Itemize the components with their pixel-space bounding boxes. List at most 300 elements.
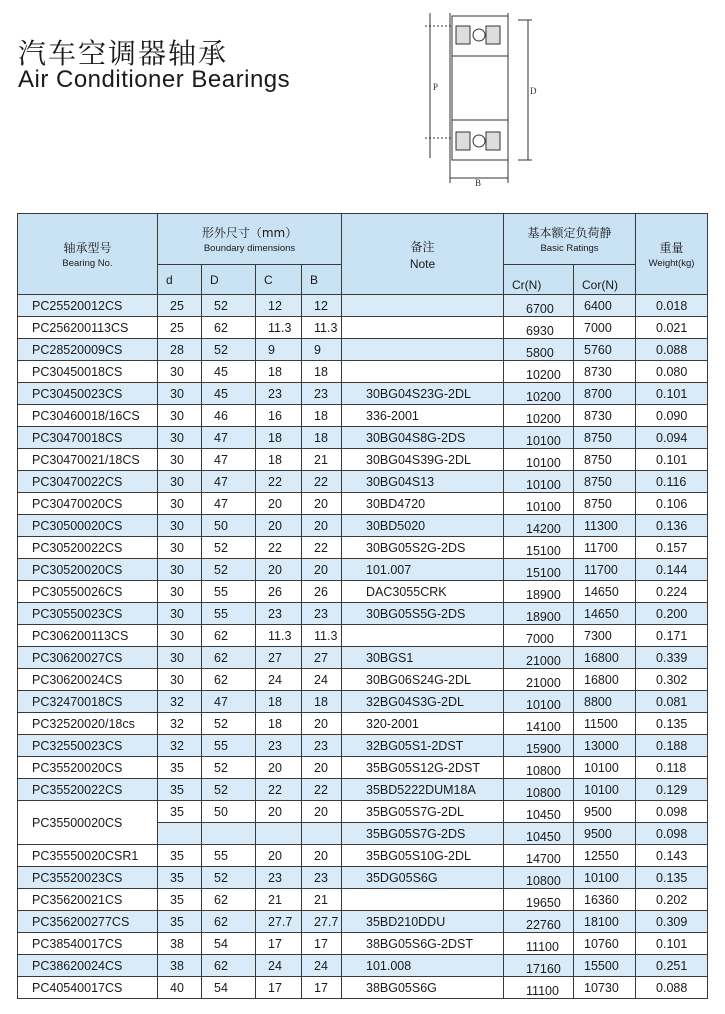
cell-cor: 8730 <box>574 361 636 383</box>
cell-cr: 14200 <box>504 515 574 537</box>
cell-d: 30 <box>158 361 202 383</box>
cell-c: 20 <box>256 493 302 515</box>
cell-note: 30BD5020 <box>342 515 504 537</box>
cell-outer-d: 54 <box>202 977 256 999</box>
cell-cr: 14100 <box>504 713 574 735</box>
cell-cr: 11100 <box>504 977 574 999</box>
cell-bearing-no: PC35520022CS <box>18 779 158 801</box>
cell-bearing-no: PC30550026CS <box>18 581 158 603</box>
cell-bearing-no: PC306200113CS <box>18 625 158 647</box>
cell-d: 30 <box>158 625 202 647</box>
cell-weight: 0.136 <box>636 515 708 537</box>
cell-weight: 0.098 <box>636 823 708 845</box>
cell-outer-d: 52 <box>202 779 256 801</box>
cell-b: 20 <box>302 713 342 735</box>
header-dimensions: 形外尺寸（mm） Boundary dimensions <box>158 214 342 265</box>
cell-note <box>342 295 504 317</box>
cell-b: 18 <box>302 361 342 383</box>
cell-d: 35 <box>158 867 202 889</box>
cell-c: 20 <box>256 845 302 867</box>
cell-b: 22 <box>302 779 342 801</box>
cell-cr: 15100 <box>504 537 574 559</box>
cell-cr: 6930 <box>504 317 574 339</box>
cell-cor: 11300 <box>574 515 636 537</box>
cell-c: 20 <box>256 757 302 779</box>
cell-cr: 15900 <box>504 735 574 757</box>
table-row <box>18 977 708 999</box>
cell-c: 23 <box>256 383 302 405</box>
cell-c: 17 <box>256 933 302 955</box>
cell-note: 30BGS1 <box>342 647 504 669</box>
cell-cor: 8730 <box>574 405 636 427</box>
cell-weight: 0.171 <box>636 625 708 647</box>
diagram-label-b: B <box>475 178 482 188</box>
bearing-table <box>17 213 708 999</box>
cell-b: 18 <box>302 405 342 427</box>
cell-cr: 21000 <box>504 669 574 691</box>
cell-note: 320-2001 <box>342 713 504 735</box>
cell-weight: 0.135 <box>636 867 708 889</box>
cell-d: 35 <box>158 889 202 911</box>
cell-c <box>256 823 302 845</box>
bearing-cross-section-diagram <box>420 8 540 188</box>
cell-b: 20 <box>302 757 342 779</box>
cell-b: 17 <box>302 933 342 955</box>
cell-bearing-no: PC356200277CS <box>18 911 158 933</box>
cell-weight: 0.081 <box>636 691 708 713</box>
cell-cor: 10100 <box>574 757 636 779</box>
cell-note: DAC3055CRK <box>342 581 504 603</box>
cell-outer-d: 52 <box>202 339 256 361</box>
cell-cor: 12550 <box>574 845 636 867</box>
cell-d: 30 <box>158 405 202 427</box>
cell-cor: 8750 <box>574 493 636 515</box>
cell-outer-d: 46 <box>202 405 256 427</box>
cell-weight: 0.143 <box>636 845 708 867</box>
cell-weight: 0.202 <box>636 889 708 911</box>
cell-weight: 0.080 <box>636 361 708 383</box>
cell-note: 30BG06S24G-2DL <box>342 669 504 691</box>
cell-cr: 10200 <box>504 405 574 427</box>
cell-outer-d: 50 <box>202 515 256 537</box>
cell-weight: 0.129 <box>636 779 708 801</box>
cell-d: 30 <box>158 449 202 471</box>
cell-bearing-no: PC30620024CS <box>18 669 158 691</box>
cell-weight: 0.098 <box>636 801 708 823</box>
cell-bearing-no: PC30470022CS <box>18 471 158 493</box>
cell-weight: 0.118 <box>636 757 708 779</box>
cell-cr: 11100 <box>504 933 574 955</box>
table-row <box>18 427 708 449</box>
table-row <box>18 845 708 867</box>
cell-cor: 8750 <box>574 427 636 449</box>
cell-b: 23 <box>302 383 342 405</box>
cell-outer-d: 47 <box>202 471 256 493</box>
cell-cor: 8750 <box>574 449 636 471</box>
table-row <box>18 581 708 603</box>
cell-c: 18 <box>256 691 302 713</box>
cell-weight: 0.135 <box>636 713 708 735</box>
cell-d: 35 <box>158 779 202 801</box>
page-title-chinese: 汽车空调器轴承 <box>18 37 229 70</box>
cell-cr: 10100 <box>504 691 574 713</box>
cell-note: 35BG05S7G-2DS <box>342 823 504 845</box>
cell-note <box>342 339 504 361</box>
cell-cr: 15100 <box>504 559 574 581</box>
cell-c: 22 <box>256 537 302 559</box>
cell-b: 27.7 <box>302 911 342 933</box>
cell-note: 35BG05S7G-2DL <box>342 801 504 823</box>
cell-d: 28 <box>158 339 202 361</box>
cell-cor: 8800 <box>574 691 636 713</box>
cell-outer-d: 62 <box>202 317 256 339</box>
header-note: 备注 Note <box>342 214 504 295</box>
cell-outer-d: 55 <box>202 581 256 603</box>
cell-bearing-no: PC30470018CS <box>18 427 158 449</box>
cell-bearing-no: PC30520020CS <box>18 559 158 581</box>
cell-cr: 10100 <box>504 427 574 449</box>
table-row <box>18 537 708 559</box>
cell-weight: 0.309 <box>636 911 708 933</box>
cell-d: 25 <box>158 295 202 317</box>
cell-cr: 10200 <box>504 383 574 405</box>
cell-bearing-no: PC30460018/16CS <box>18 405 158 427</box>
cell-outer-d: 52 <box>202 713 256 735</box>
header-weight: 重量 Weight(kg) <box>636 214 708 295</box>
cell-outer-d: 47 <box>202 691 256 713</box>
cell-c: 24 <box>256 955 302 977</box>
cell-weight: 0.224 <box>636 581 708 603</box>
cell-d: 35 <box>158 801 202 823</box>
cell-b: 23 <box>302 603 342 625</box>
table-row <box>18 669 708 691</box>
header-d: d <box>158 265 202 295</box>
table-row <box>18 713 708 735</box>
cell-cr: 10100 <box>504 493 574 515</box>
cell-note: 30BG04S23G-2DL <box>342 383 504 405</box>
cell-d: 30 <box>158 515 202 537</box>
table-row <box>18 603 708 625</box>
cell-outer-d: 52 <box>202 757 256 779</box>
cell-bearing-no: PC32470018CS <box>18 691 158 713</box>
cell-c: 27.7 <box>256 911 302 933</box>
cell-bearing-no: PC30520022CS <box>18 537 158 559</box>
cell-outer-d: 52 <box>202 559 256 581</box>
cell-note: 38BG05S6G <box>342 977 504 999</box>
cell-bearing-no: PC30550023CS <box>18 603 158 625</box>
cell-b: 9 <box>302 339 342 361</box>
cell-note: 35BG05S12G-2DST <box>342 757 504 779</box>
table-row <box>18 339 708 361</box>
cell-weight: 0.101 <box>636 383 708 405</box>
cell-b: 26 <box>302 581 342 603</box>
cell-note <box>342 625 504 647</box>
table-row <box>18 493 708 515</box>
cell-outer-d: 62 <box>202 647 256 669</box>
cell-weight: 0.094 <box>636 427 708 449</box>
cell-bearing-no: PC32520020/18cs <box>18 713 158 735</box>
cell-weight: 0.116 <box>636 471 708 493</box>
table-row <box>18 779 708 801</box>
cell-weight: 0.088 <box>636 977 708 999</box>
header-b: B <box>302 265 342 295</box>
cell-b: 21 <box>302 449 342 471</box>
table-row <box>18 361 708 383</box>
cell-note: 30BG04S13 <box>342 471 504 493</box>
cell-note: 101.008 <box>342 955 504 977</box>
cell-d: 35 <box>158 911 202 933</box>
cell-b: 20 <box>302 493 342 515</box>
cell-bearing-no: PC35620021CS <box>18 889 158 911</box>
table-row <box>18 933 708 955</box>
table-row <box>18 295 708 317</box>
cell-b: 24 <box>302 955 342 977</box>
cell-outer-d: 55 <box>202 845 256 867</box>
cell-c: 12 <box>256 295 302 317</box>
cell-note <box>342 317 504 339</box>
cell-bearing-no: PC25520012CS <box>18 295 158 317</box>
cell-b: 17 <box>302 977 342 999</box>
header-basic-ratings: 基本额定负荷静 Basic Ratings <box>504 214 636 265</box>
cell-bearing-no: PC30470020CS <box>18 493 158 515</box>
table-row <box>18 625 708 647</box>
cell-bearing-no: PC30470021/18CS <box>18 449 158 471</box>
cell-bearing-no: PC35520020CS <box>18 757 158 779</box>
diagram-label-d: D <box>530 86 537 96</box>
cell-outer-d: 62 <box>202 625 256 647</box>
cell-c: 27 <box>256 647 302 669</box>
cell-bearing-no: PC40540017CS <box>18 977 158 999</box>
cell-bearing-no: PC30450018CS <box>18 361 158 383</box>
cell-b: 18 <box>302 691 342 713</box>
cell-weight: 0.101 <box>636 449 708 471</box>
cell-cor: 15500 <box>574 955 636 977</box>
cell-note: 30BG04S39G-2DL <box>342 449 504 471</box>
cell-cor: 10760 <box>574 933 636 955</box>
cell-note: 38BG05S6G-2DST <box>342 933 504 955</box>
cell-c: 18 <box>256 361 302 383</box>
cell-weight: 0.339 <box>636 647 708 669</box>
cell-c: 23 <box>256 735 302 757</box>
cell-d: 30 <box>158 383 202 405</box>
cell-b: 20 <box>302 845 342 867</box>
cell-cor: 9500 <box>574 823 636 845</box>
cell-cr: 10450 <box>504 823 574 845</box>
cell-outer-d: 47 <box>202 427 256 449</box>
cell-d: 32 <box>158 713 202 735</box>
cell-cor: 6400 <box>574 295 636 317</box>
table-row <box>18 955 708 977</box>
cell-b: 21 <box>302 889 342 911</box>
cell-bearing-no: PC28520009CS <box>18 339 158 361</box>
cell-b: 18 <box>302 427 342 449</box>
cell-cr: 19650 <box>504 889 574 911</box>
cell-c: 26 <box>256 581 302 603</box>
cell-c: 24 <box>256 669 302 691</box>
cell-c: 20 <box>256 515 302 537</box>
cell-cor: 11500 <box>574 713 636 735</box>
cell-c: 16 <box>256 405 302 427</box>
cell-note: 30BG05S5G-2DS <box>342 603 504 625</box>
cell-b: 20 <box>302 801 342 823</box>
cell-cor: 18100 <box>574 911 636 933</box>
cell-note: 35BG05S10G-2DL <box>342 845 504 867</box>
cell-b <box>302 823 342 845</box>
table-row <box>18 867 708 889</box>
cell-outer-d: 47 <box>202 449 256 471</box>
cell-c: 11.3 <box>256 317 302 339</box>
cell-cor: 10100 <box>574 779 636 801</box>
cell-d: 32 <box>158 735 202 757</box>
cell-note <box>342 361 504 383</box>
cell-d: 30 <box>158 493 202 515</box>
cell-d: 30 <box>158 581 202 603</box>
cell-d: 38 <box>158 933 202 955</box>
header-bearing-no: 轴承型号 Bearing No. <box>18 214 158 295</box>
cell-cor: 8700 <box>574 383 636 405</box>
cell-d: 30 <box>158 647 202 669</box>
cell-cr: 5800 <box>504 339 574 361</box>
cell-outer-d: 47 <box>202 493 256 515</box>
header-cr: Cr(N) <box>504 265 574 295</box>
cell-b: 12 <box>302 295 342 317</box>
cell-d: 30 <box>158 559 202 581</box>
cell-cor: 8750 <box>574 471 636 493</box>
cell-weight: 0.021 <box>636 317 708 339</box>
cell-outer-d <box>202 823 256 845</box>
cell-d: 40 <box>158 977 202 999</box>
cell-bearing-no: PC256200113CS <box>18 317 158 339</box>
cell-cor: 16800 <box>574 669 636 691</box>
cell-c: 17 <box>256 977 302 999</box>
cell-cr: 21000 <box>504 647 574 669</box>
cell-weight: 0.088 <box>636 339 708 361</box>
cell-bearing-no: PC30620027CS <box>18 647 158 669</box>
cell-cr: 10800 <box>504 867 574 889</box>
cell-note: 101.007 <box>342 559 504 581</box>
table-row <box>18 691 708 713</box>
table-row <box>18 889 708 911</box>
cell-outer-d: 62 <box>202 911 256 933</box>
cell-note: 32BG04S3G-2DL <box>342 691 504 713</box>
cell-b: 11.3 <box>302 625 342 647</box>
cell-c: 18 <box>256 427 302 449</box>
cell-outer-d: 52 <box>202 537 256 559</box>
cell-cr: 10800 <box>504 779 574 801</box>
cell-c: 22 <box>256 471 302 493</box>
cell-bearing-no: PC32550023CS <box>18 735 158 757</box>
cell-c: 23 <box>256 867 302 889</box>
cell-bearing-no: PC35500020CS <box>18 801 158 845</box>
cell-weight: 0.144 <box>636 559 708 581</box>
cell-bearing-no: PC38540017CS <box>18 933 158 955</box>
cell-cor: 7300 <box>574 625 636 647</box>
header-outer-d: D <box>202 265 256 295</box>
table-row <box>18 757 708 779</box>
cell-note: 32BG05S1-2DST <box>342 735 504 757</box>
cell-d: 30 <box>158 427 202 449</box>
cell-d: 35 <box>158 757 202 779</box>
table-row <box>18 559 708 581</box>
cell-cor: 13000 <box>574 735 636 757</box>
cell-cr: 10100 <box>504 471 574 493</box>
cell-cr: 18900 <box>504 603 574 625</box>
table-row <box>18 405 708 427</box>
header-cor: Cor(N) <box>574 265 636 295</box>
cell-weight: 0.090 <box>636 405 708 427</box>
cell-c: 22 <box>256 779 302 801</box>
cell-c: 20 <box>256 559 302 581</box>
cell-cr: 10200 <box>504 361 574 383</box>
diagram-label-p: P <box>433 82 439 92</box>
cell-cor: 7000 <box>574 317 636 339</box>
cell-bearing-no: PC30450023CS <box>18 383 158 405</box>
header-c: C <box>256 265 302 295</box>
cell-outer-d: 52 <box>202 867 256 889</box>
cell-cor: 5760 <box>574 339 636 361</box>
cell-note: 35BD5222DUM18A <box>342 779 504 801</box>
cell-cor: 10730 <box>574 977 636 999</box>
cell-outer-d: 52 <box>202 295 256 317</box>
cell-b: 22 <box>302 471 342 493</box>
table-row <box>18 383 708 405</box>
cell-bearing-no: PC35520023CS <box>18 867 158 889</box>
table-row <box>18 471 708 493</box>
cell-outer-d: 62 <box>202 889 256 911</box>
table-row <box>18 735 708 757</box>
cell-weight: 0.251 <box>636 955 708 977</box>
cell-d: 30 <box>158 537 202 559</box>
cell-bearing-no: PC30500020CS <box>18 515 158 537</box>
cell-c: 18 <box>256 449 302 471</box>
cell-note: 35BD210DDU <box>342 911 504 933</box>
cell-note: 336-2001 <box>342 405 504 427</box>
cell-d: 30 <box>158 471 202 493</box>
cell-cor: 11700 <box>574 559 636 581</box>
cell-cr: 10450 <box>504 801 574 823</box>
cell-weight: 0.188 <box>636 735 708 757</box>
cell-cr: 14700 <box>504 845 574 867</box>
cell-d: 30 <box>158 669 202 691</box>
cell-cr: 7000 <box>504 625 574 647</box>
cell-weight: 0.106 <box>636 493 708 515</box>
cell-outer-d: 55 <box>202 735 256 757</box>
cell-c: 23 <box>256 603 302 625</box>
cell-c: 9 <box>256 339 302 361</box>
cell-cr: 17160 <box>504 955 574 977</box>
cell-cr: 18900 <box>504 581 574 603</box>
cell-note: 30BD4720 <box>342 493 504 515</box>
cell-cr: 10100 <box>504 449 574 471</box>
cell-b: 23 <box>302 867 342 889</box>
cell-b: 23 <box>302 735 342 757</box>
cell-cor: 16800 <box>574 647 636 669</box>
cell-cor: 10100 <box>574 867 636 889</box>
cell-outer-d: 45 <box>202 361 256 383</box>
page-title-english: Air Conditioner Bearings <box>18 66 291 93</box>
table-row <box>18 801 708 823</box>
cell-b: 27 <box>302 647 342 669</box>
cell-weight: 0.101 <box>636 933 708 955</box>
cell-outer-d: 62 <box>202 955 256 977</box>
cell-c: 20 <box>256 801 302 823</box>
cell-d <box>158 823 202 845</box>
cell-note: 30BG04S8G-2DS <box>342 427 504 449</box>
cell-weight: 0.157 <box>636 537 708 559</box>
cell-b: 20 <box>302 515 342 537</box>
table-row <box>18 449 708 471</box>
cell-note <box>342 889 504 911</box>
